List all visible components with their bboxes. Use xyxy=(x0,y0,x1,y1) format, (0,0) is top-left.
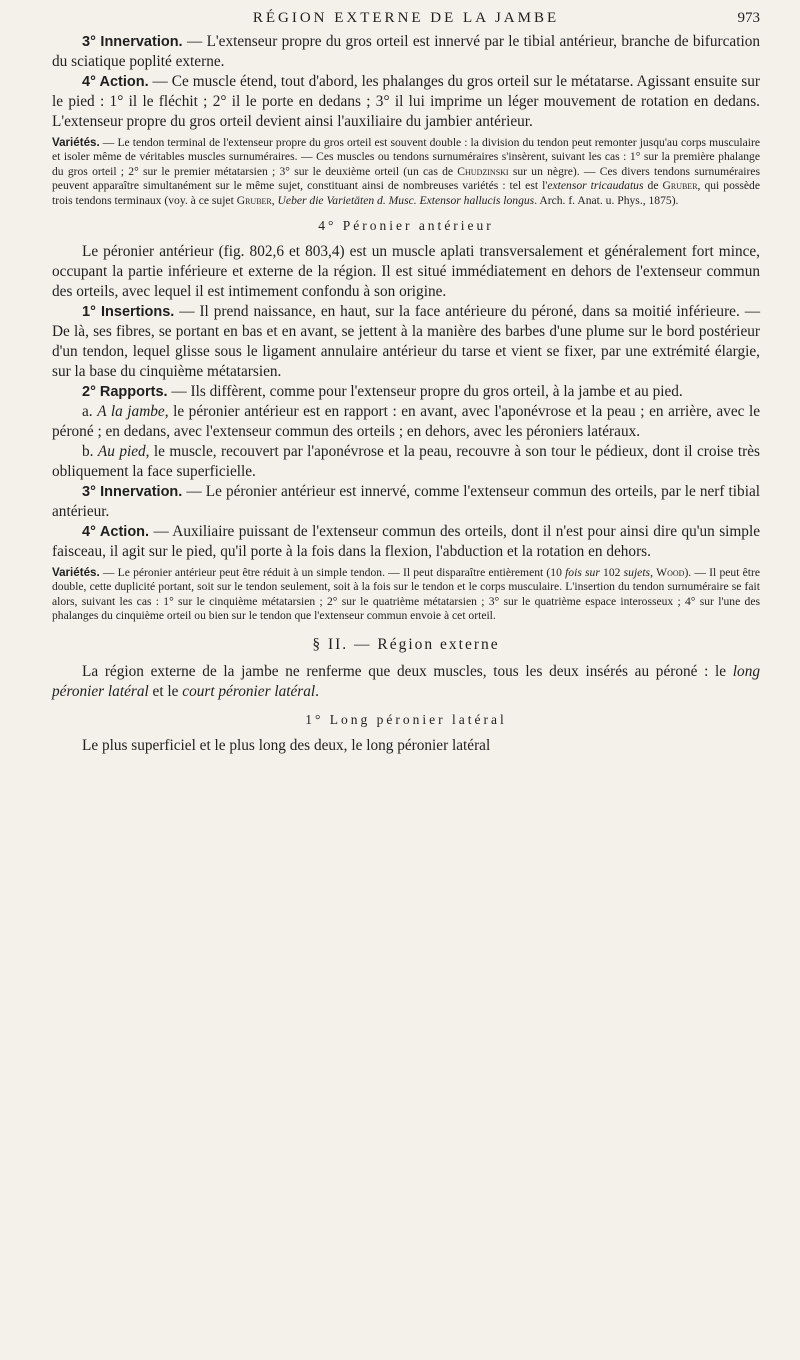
variations-italic: fois sur xyxy=(565,566,600,580)
peronier-action-paragraph xyxy=(52,522,760,562)
variations-text: — Le tendon terminal de l'extenseur propre du gros orteil est souvent double : la division du tendon peut remonter jusqu'au corps musculaire et isoler même de véritables muscles surnuméraires. — Ces muscles ou tendons surnuméraires s'insèrent, suivant les cas : 1° sur la première phalange du gros orteil ; 2° sur le premier métatarsien ; 3° sur le deuxième orteil (un cas de xyxy=(52,136,760,178)
extensor-action-paragraph xyxy=(52,72,760,132)
peronier-insertions-paragraph xyxy=(52,302,760,382)
section-heading-peronier-anterieur: 4° Péronier antérieur xyxy=(318,218,494,234)
list-marker: a. xyxy=(82,403,98,421)
variations-text: , qui possède trois tendons terminaux (voy. à ce sujet xyxy=(52,179,760,207)
section-heading-region-externe: § II. — Région externe xyxy=(312,635,500,653)
peronier-intro-paragraph: Le péronier antérieur (fig. 802,6 et 803,4) est un muscle aplati transversalement et généralement fort mince, occupant la partie inférieure et externe de la région. Il est situé immédiatement en dehors de l'extenseur commun des orteils, avec lequel il est intimement confondu à son origine. xyxy=(52,243,760,301)
variations-label: Variétés. xyxy=(52,566,100,580)
variations-label: Variétés. xyxy=(52,136,100,149)
rapports-text: — Ils diffèrent, comme pour l'extenseur propre du gros orteil, à la jambe et au pied. xyxy=(167,383,683,401)
action-label: 4° Action. xyxy=(82,74,149,90)
variations-text: sur un nègre). — Ces divers tendons surnuméraires peuvent apparaître simultanément sur le même sujet, constituant ainsi de nombreuses variétés : tel est l' xyxy=(52,164,760,193)
subsection-italic: Au pied xyxy=(97,443,146,461)
long-peronier-first-line: Le plus superficiel et le plus long des deux, le long péronier latéral xyxy=(82,736,491,754)
rapports-a-text: , le péronier antérieur est en rapport : en avant, avec l'aponévrose et la peau ; en arrière, avec le péroné ; en dedans, avec l'extenseur commun des orteils ; en dehors, avec les péroniers latéraux. xyxy=(52,403,761,441)
running-title: RÉGION EXTERNE DE LA JAMBE xyxy=(252,10,560,26)
insertions-text: — Il prend naissance, en haut, sur la face antérieure du péroné, dans sa moitié inférieure. — De là, ses fibres, se portant en bas et en avant, se jettent à la manière des barbes d'une plume sur le bord postérieur d'un tendon, lequel glisse sous le ligament annulaire antérieur du tarse et vient se fixer, par une extrémité élargie, sur la base du cinquième métatarsien. xyxy=(52,303,760,381)
book-page xyxy=(52,8,760,756)
author-name: Chudzinski xyxy=(457,164,509,178)
innervation-text: — Le péronier antérieur est innervé, comme l'extenseur commun des orteils, par le nerf tibial antérieur. xyxy=(52,483,760,521)
peronier-variations-note xyxy=(52,566,760,624)
peronier-rapports-b-paragraph xyxy=(52,442,760,482)
reference-title: Ueber die Varietäten d. Musc. Extensor hallucis longus xyxy=(277,193,535,207)
page-number: 973 xyxy=(737,10,760,26)
variations-text: 102 xyxy=(599,566,624,580)
muscle-name: court péronier latéral xyxy=(182,682,316,700)
action-label: 4° Action. xyxy=(82,524,150,541)
variations-text: , xyxy=(271,193,278,207)
variations-italic: sujets xyxy=(623,566,651,580)
peronier-rapports-paragraph xyxy=(52,382,760,402)
variations-text: , xyxy=(650,566,657,580)
variations-text: — Le péronier antérieur peut être réduit à un simple tendon. — Il peut disparaître entièrement (10 xyxy=(99,566,566,580)
insertions-label: 1° Insertions. xyxy=(82,304,175,321)
peronier-rapports-a-paragraph xyxy=(52,402,760,442)
intro-text: et le xyxy=(148,682,183,700)
intro-text: . xyxy=(315,682,319,700)
muscle-name: long péronier latéral xyxy=(52,662,760,700)
author-name: Gruber xyxy=(662,179,698,193)
extensor-innervation-paragraph xyxy=(52,32,760,72)
region-externe-intro xyxy=(52,662,760,702)
innervation-text: — L'extenseur propre du gros orteil est innervé par le tibial antérieur, branche de bifurcation du sciatique poplité externe. xyxy=(52,33,760,70)
variations-italic: extensor tricaudatus xyxy=(547,179,644,193)
variations-text: ). — Il peut être double, cette duplicité portant, soit sur le tendon seulement, soit à la fois sur le tendon et le corps musculaire. L'insertion du tendon surnuméraire se fait alors, suivant les cas : 1° sur le cinquième métatarsien ; 2° sur le quatrième métatarsien ; 3° sur le quatrième espace interosseux ; 4° sur l'une des phalanges du cinquième orteil ou bien sur le tendon que l'extenseur commun envoie à cet orteil. xyxy=(52,566,760,623)
innervation-label: 3° Innervation. xyxy=(82,34,183,50)
innervation-label: 3° Innervation. xyxy=(82,484,183,501)
intro-text: La région externe de la jambe ne renferme que deux muscles, tous les deux insérés au péroné : le xyxy=(82,662,733,680)
subsection-heading-long-peronier: 1° Long péronier latéral xyxy=(305,711,507,727)
author-name: Gruber xyxy=(236,193,272,207)
variations-text: de xyxy=(643,179,663,193)
author-name: Wood xyxy=(656,566,685,580)
extensor-variations-note xyxy=(52,136,760,208)
action-text: — Auxiliaire puissant de l'extenseur commun des orteils, dont il n'est pour ainsi dire qu'un simple faisceau, il agit sur le pied, qu'il porte à la fois dans la flexion, l'abduction et la rotation en dehors. xyxy=(52,523,760,561)
rapports-b-text: , le muscle, recouvert par l'aponévrose et la peau, recouvre à son tour le pédieux, dont il croise très obliquement la face superficielle. xyxy=(52,443,760,481)
peronier-innervation-paragraph xyxy=(52,482,760,522)
running-head xyxy=(52,8,760,32)
subsection-italic: A la jambe xyxy=(97,403,165,421)
action-text: — Ce muscle étend, tout d'abord, les phalanges du gros orteil sur le métatarse. Agissant ensuite sur le pied : 1° il le fléchit ; 2° il le porte en dedans ; 3° il lui imprime un léger mouvement de rotation en dedans. L'extenseur propre du gros orteil devient ainsi l'auxiliaire du jambier antérieur. xyxy=(52,73,760,130)
list-marker: b. xyxy=(82,443,98,461)
variations-text: . Arch. f. Anat. u. Phys., 1875). xyxy=(534,193,679,207)
rapports-label: 2° Rapports. xyxy=(82,384,168,401)
